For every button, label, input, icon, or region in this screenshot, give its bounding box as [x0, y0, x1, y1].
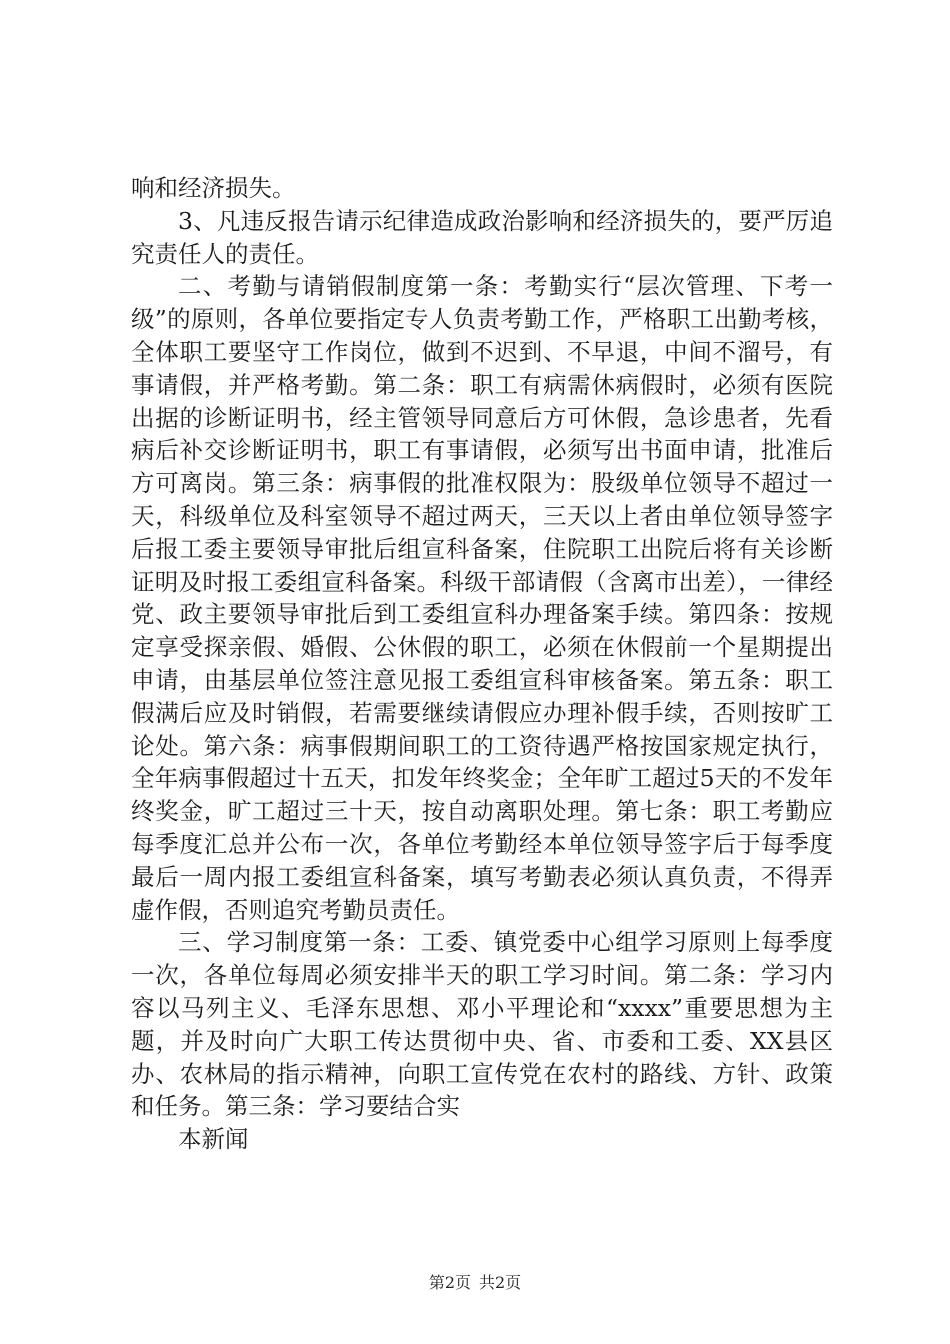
page-total: 共2页: [479, 1273, 522, 1292]
paragraph-attendance-leave: 二、考勤与请销假制度第一条：考勤实行“层次管理、下考一级”的原则，各单位要指定专人负责考勤工作，严格职工出勤考核，全体职工要坚守工作岗位，做到不迟到、不早退，中间不溜号，有事请假，并严格考勤。第二条：职工有病需休病假时，必须有医院出据的诊断证明书，经主管领导同意后方可休假，急诊患者，先看病后补交诊断证明书，职工有事请假，必须写出书面申请，批准后方可离岗。第三条：病事假的批准权限为：股级单位领导不超过一天，科级单位及科室领导不超过两天，三天以上者由单位领导签字后报工委主要领导审批后组宣科备案，住院职工出院后将有关诊断证明及时报工委组宣科备案。科级干部请假（含离市出差），一律经党、政主要领导审批后到工委组宣科办理备案手续。第四条：按规定享受探亲假、婚假、公休假的职工，必须在休假前一个星期提出申请，由基层单位签注意见报工委组宣科审核备案。第五条：职工假满后应及时销假，若需要继续请假应办理补假手续，否则按旷工论处。第六条：病事假期间职工的工资待遇严格按国家规定执行，全年病事假超过十五天，扣发年终奖金；全年旷工超过5天的不发年终奖金，旷工超过三十天，按自动离职处理。第七条：职工考勤应每季度汇总并公布一次，各单位考勤经本单位领导签字后于每季度最后一周内报工委组宣科备案，填写考勤表必须认真负责，不得弄虚作假，否则追究考勤员责任。: [131, 272, 833, 924]
paragraph-study-system: 三、学习制度第一条：工委、镇党委中心组学习原则上每季度一次，各单位每周必须安排半天的职工学习时间。第二条：学习内容以马列主义、毛泽东思想、邓小平理论和“xxxx”重要思想为主题，并及时向广大职工传达贯彻中央、省、市委和工委、XX县区办、农林局的指示精神，向职工宣传党在农村的路线、方针、政策和任务。第三条：学习要结合实: [131, 928, 833, 1121]
document-body: [131, 172, 833, 1156]
page-footer: [0, 1270, 950, 1293]
page-number: 第2页: [428, 1273, 471, 1292]
paragraph-continuation: 响和经济损失。: [131, 174, 296, 202]
paragraph-item-3: 3、凡违反报告请示纪律造成政治影响和经济损失的，要严厉追究责任人的责任。: [131, 206, 833, 268]
paragraph-trailing-fragment: 本新闻: [178, 1125, 249, 1154]
